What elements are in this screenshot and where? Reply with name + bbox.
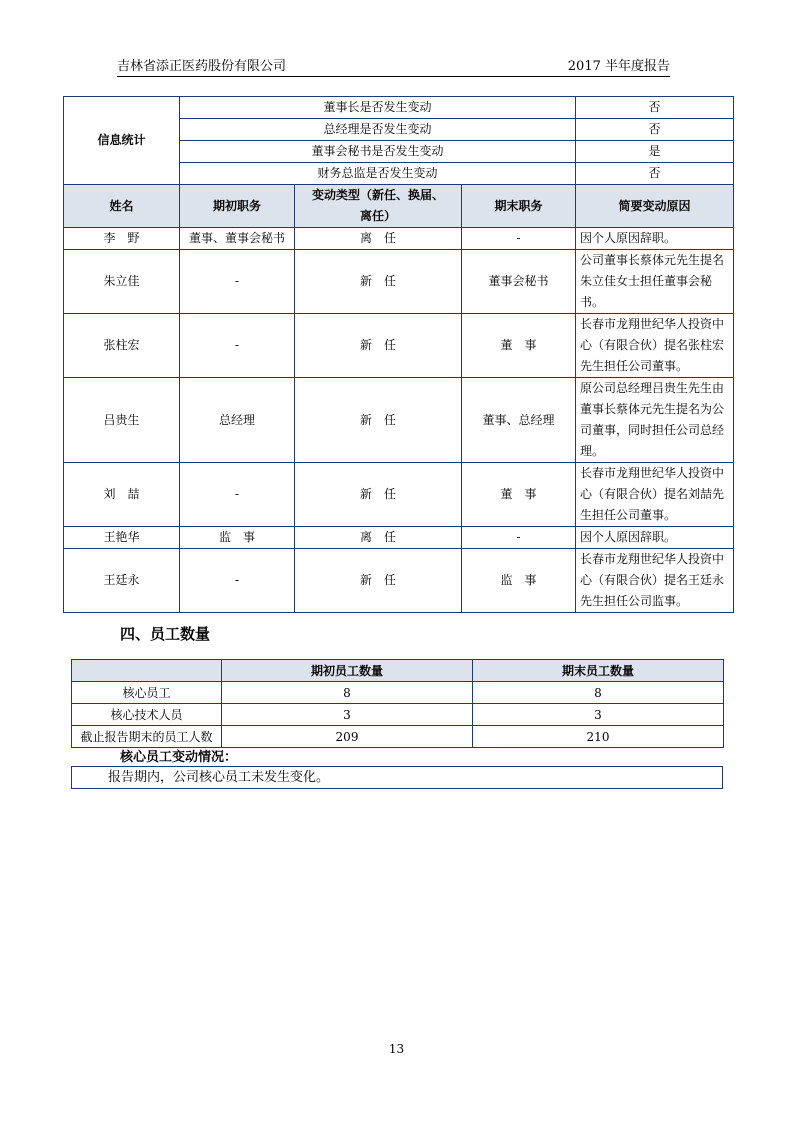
start-position: - [180, 463, 295, 527]
info-question: 财务总监是否发生变动 [180, 163, 576, 185]
end-count: 210 [473, 726, 724, 748]
col-header-end-position: 期末职务 [462, 185, 576, 228]
info-question: 董事会秘书是否发生变动 [180, 141, 576, 163]
table-row [64, 549, 734, 613]
employee-category: 核心员工 [72, 682, 222, 704]
info-answer: 是 [576, 141, 734, 163]
change-reason: 公司董事长蔡体元先生提名朱立佳女士担任董事会秘书。 [576, 250, 734, 314]
page-header [117, 58, 670, 77]
change-type: 新 任 [295, 250, 462, 314]
core-change-text: 报告期内，公司核心员工未发生变化。 [108, 770, 330, 785]
page-number: 13 [388, 1042, 405, 1056]
change-type: 新 任 [295, 549, 462, 613]
section-title-employees: 四、员工数量 [120, 625, 211, 643]
change-reason: 长春市龙翔世纪华人投资中心（有限合伙）提名张柱宏先生担任公司董事。 [576, 314, 734, 378]
info-question: 董事长是否发生变动 [180, 97, 576, 119]
change-reason: 长春市龙翔世纪华人投资中心（有限合伙）提名王廷永先生担任公司监事。 [576, 549, 734, 613]
person-name: 王艳华 [64, 527, 180, 549]
col-header-reason: 简要变动原因 [576, 185, 734, 228]
person-name: 吕贵生 [64, 378, 180, 463]
report-title: 2017 半年度报告 [567, 59, 670, 74]
start-count: 209 [222, 726, 473, 748]
change-type: 新 任 [295, 463, 462, 527]
start-position: 董事、董事会秘书 [180, 228, 295, 250]
core-change-box [71, 766, 723, 789]
end-position: 监 事 [462, 549, 576, 613]
employee-category: 核心技术人员 [72, 704, 222, 726]
info-stats-label: 信息统计 [64, 97, 180, 185]
employee-count-table [71, 659, 724, 748]
table-row [64, 228, 734, 250]
table-row [72, 726, 724, 748]
table-row [64, 314, 734, 378]
change-reason: 因个人原因辞职。 [576, 527, 734, 549]
col-header-end-count: 期末员工数量 [473, 660, 724, 682]
info-answer: 否 [576, 97, 734, 119]
start-position: 监 事 [180, 527, 295, 549]
table-row [64, 378, 734, 463]
end-position: - [462, 527, 576, 549]
employee-category: 截止报告期末的员工人数 [72, 726, 222, 748]
table-row [64, 527, 734, 549]
table-row [64, 463, 734, 527]
change-type: 新 任 [295, 314, 462, 378]
start-position: - [180, 549, 295, 613]
change-reason: 原公司总经理吕贵生先生由董事长蔡体元先生提名为公司董事，同时担任公司总经理。 [576, 378, 734, 463]
end-position: 董事会秘书 [462, 250, 576, 314]
table-row [72, 682, 724, 704]
company-name: 吉林省添正医药股份有限公司 [117, 59, 287, 74]
person-name: 刘 喆 [64, 463, 180, 527]
start-position: 总经理 [180, 378, 295, 463]
info-question: 总经理是否发生变动 [180, 119, 576, 141]
start-count: 8 [222, 682, 473, 704]
change-type: 离 任 [295, 228, 462, 250]
col-header-name: 姓名 [64, 185, 180, 228]
management-change-table [63, 96, 734, 613]
change-reason: 因个人原因辞职。 [576, 228, 734, 250]
end-position: 董 事 [462, 314, 576, 378]
end-count: 3 [473, 704, 724, 726]
person-name: 王廷永 [64, 549, 180, 613]
col-header-blank [72, 660, 222, 682]
table-row [64, 250, 734, 314]
end-count: 8 [473, 682, 724, 704]
core-change-title: 核心员工变动情况： [120, 750, 238, 765]
col-header-start-count: 期初员工数量 [222, 660, 473, 682]
info-answer: 否 [576, 119, 734, 141]
end-position: 董 事 [462, 463, 576, 527]
start-position: - [180, 250, 295, 314]
info-answer: 否 [576, 163, 734, 185]
change-type: 新 任 [295, 378, 462, 463]
change-type: 离 任 [295, 527, 462, 549]
col-header-change-type: 变动类型（新任、换届、离任） [295, 185, 462, 228]
start-position: - [180, 314, 295, 378]
end-position: 董事、总经理 [462, 378, 576, 463]
change-reason: 长春市龙翔世纪华人投资中心（有限合伙）提名刘喆先生担任公司董事。 [576, 463, 734, 527]
col-header-start-position: 期初职务 [180, 185, 295, 228]
table-row [72, 704, 724, 726]
end-position: - [462, 228, 576, 250]
start-count: 3 [222, 704, 473, 726]
person-name: 李 野 [64, 228, 180, 250]
person-name: 张柱宏 [64, 314, 180, 378]
person-name: 朱立佳 [64, 250, 180, 314]
